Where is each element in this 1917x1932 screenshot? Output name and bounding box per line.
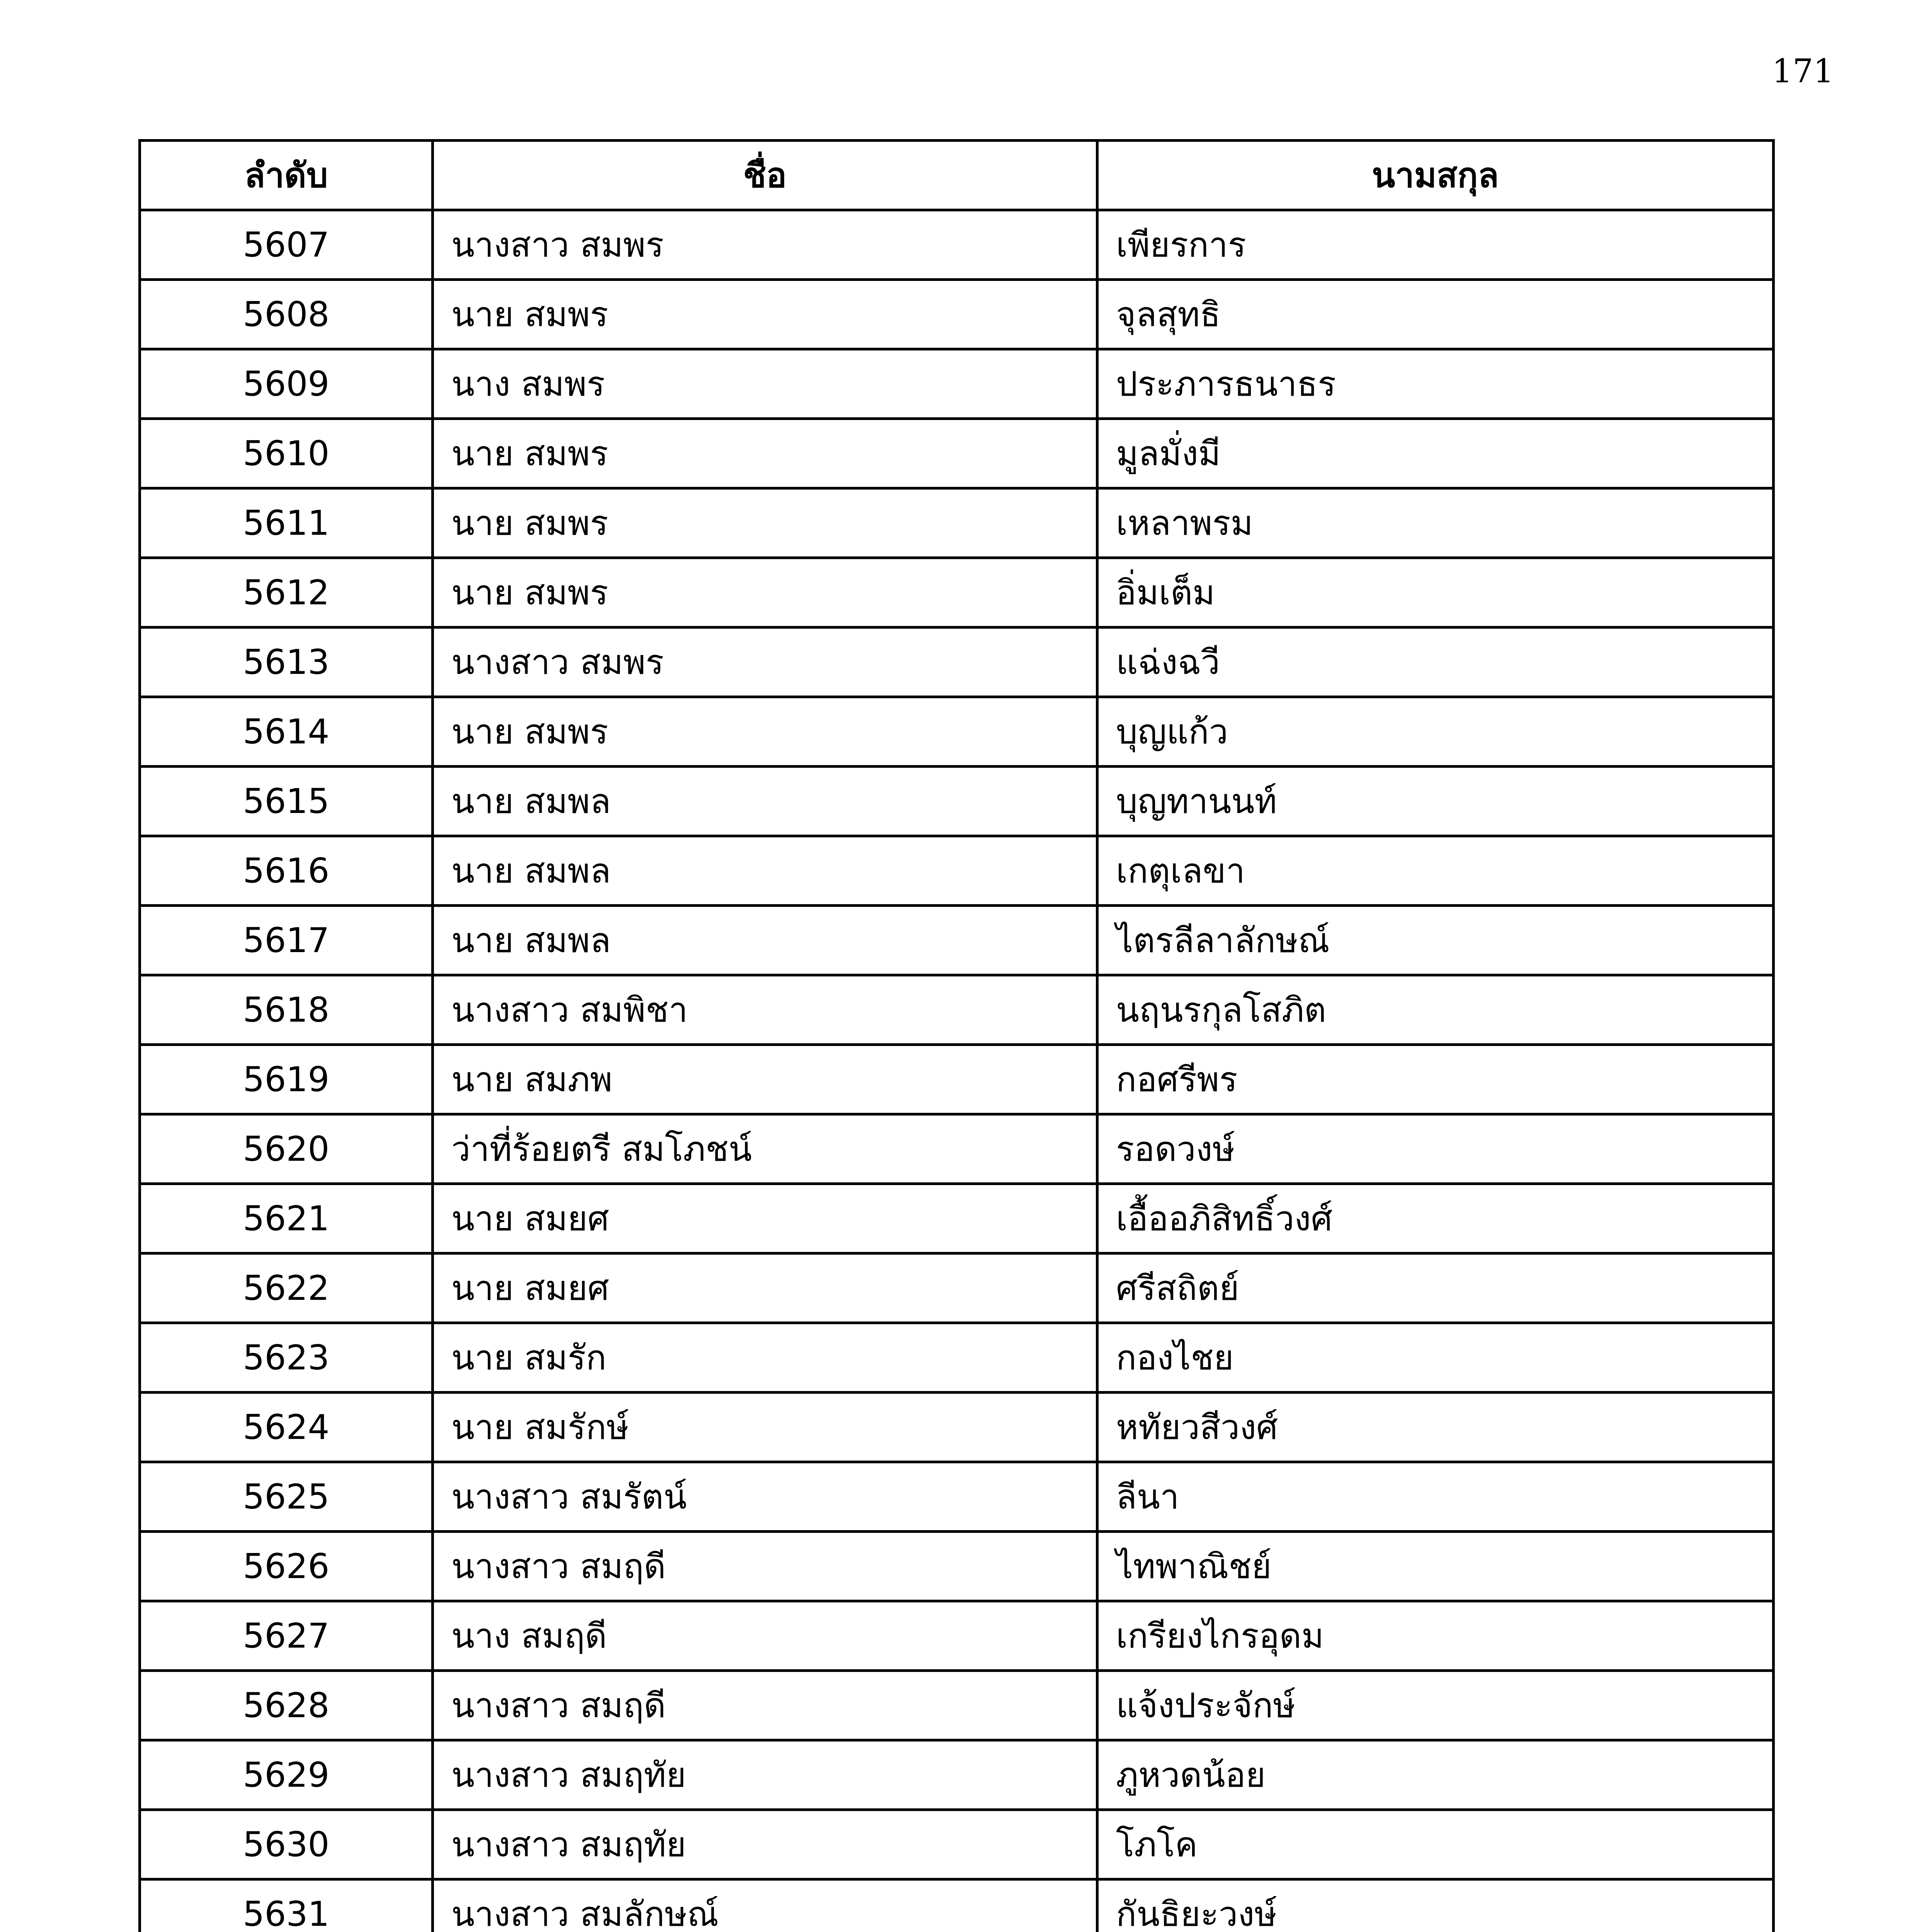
row-number-cell: 5623 (140, 1323, 433, 1393)
table-row (140, 1462, 1774, 1532)
row-number-cell: 5617 (140, 906, 433, 975)
surname-cell: กันธิยะวงษ์ (1097, 1879, 1774, 1932)
name-cell: นาย สมพล (433, 836, 1097, 906)
name-cell: นางสาว สมพิชา (433, 975, 1097, 1045)
header-no: ลำดับ (140, 141, 433, 210)
row-number-cell: 5610 (140, 419, 433, 488)
table-row (140, 628, 1774, 697)
name-cell: นาย สมพร (433, 558, 1097, 628)
name-cell: นาง สมพร (433, 349, 1097, 419)
table-row (140, 1601, 1774, 1671)
surname-cell: กองไชย (1097, 1323, 1774, 1393)
page-number: 171 (1772, 52, 1834, 90)
surname-cell: ภูหวดน้อย (1097, 1740, 1774, 1810)
name-list-table (138, 139, 1775, 1932)
table-row (140, 1045, 1774, 1114)
row-number-cell: 5626 (140, 1532, 433, 1601)
row-number-cell: 5630 (140, 1810, 433, 1879)
row-number-cell: 5612 (140, 558, 433, 628)
table-row (140, 1810, 1774, 1879)
row-number-cell: 5628 (140, 1671, 433, 1740)
row-number-cell: 5613 (140, 628, 433, 697)
table-row (140, 558, 1774, 628)
surname-cell: เกตุเลขา (1097, 836, 1774, 906)
table-row (140, 836, 1774, 906)
table-row (140, 1879, 1774, 1932)
table-row (140, 1532, 1774, 1601)
table-row (140, 1393, 1774, 1462)
surname-cell: เพียรการ (1097, 210, 1774, 280)
table-row (140, 1740, 1774, 1810)
surname-cell: โภโค (1097, 1810, 1774, 1879)
header-name: ชื่อ (433, 141, 1097, 210)
surname-cell: มูลมั่งมี (1097, 419, 1774, 488)
table-row (140, 419, 1774, 488)
name-cell: นางสาว สมลักษณ์ (433, 1879, 1097, 1932)
table-row (140, 906, 1774, 975)
surname-cell: นฤนรกุลโสภิต (1097, 975, 1774, 1045)
name-cell: นาย สมรักษ์ (433, 1393, 1097, 1462)
table-row (140, 975, 1774, 1045)
row-number-cell: 5618 (140, 975, 433, 1045)
row-number-cell: 5609 (140, 349, 433, 419)
surname-cell: แจ้งประจักษ์ (1097, 1671, 1774, 1740)
row-number-cell: 5625 (140, 1462, 433, 1532)
surname-cell: เกรียงไกรอุดม (1097, 1601, 1774, 1671)
row-number-cell: 5611 (140, 488, 433, 558)
table-row (140, 210, 1774, 280)
surname-cell: ไตรลีลาลักษณ์ (1097, 906, 1774, 975)
surname-cell: หทัยวสีวงศ์ (1097, 1393, 1774, 1462)
row-number-cell: 5622 (140, 1253, 433, 1323)
name-cell: นาย สมยศ (433, 1184, 1097, 1253)
table-row (140, 349, 1774, 419)
name-cell: นาย สมพร (433, 419, 1097, 488)
row-number-cell: 5621 (140, 1184, 433, 1253)
name-cell: นาง สมฤดี (433, 1601, 1097, 1671)
surname-cell: ประภารธนาธร (1097, 349, 1774, 419)
table-header-row (140, 141, 1774, 210)
surname-cell: อิ่มเต็ม (1097, 558, 1774, 628)
table-row (140, 1184, 1774, 1253)
surname-cell: จุลสุทธิ (1097, 280, 1774, 349)
table-row (140, 280, 1774, 349)
row-number-cell: 5608 (140, 280, 433, 349)
row-number-cell: 5629 (140, 1740, 433, 1810)
table-body (140, 210, 1774, 1932)
surname-cell: กอศรีพร (1097, 1045, 1774, 1114)
surname-cell: แฉ่งฉวี (1097, 628, 1774, 697)
name-cell: นาย สมยศ (433, 1253, 1097, 1323)
row-number-cell: 5616 (140, 836, 433, 906)
name-cell: ว่าที่ร้อยตรี สมโภชน์ (433, 1114, 1097, 1184)
table-row (140, 1114, 1774, 1184)
name-cell: นางสาว สมฤดี (433, 1532, 1097, 1601)
row-number-cell: 5624 (140, 1393, 433, 1462)
name-cell: นางสาว สมพร (433, 210, 1097, 280)
table-row (140, 1323, 1774, 1393)
name-cell: นางสาว สมฤดี (433, 1671, 1097, 1740)
name-cell: นาย สมพล (433, 767, 1097, 836)
surname-cell: เหลาพรม (1097, 488, 1774, 558)
table-row (140, 488, 1774, 558)
row-number-cell: 5631 (140, 1879, 433, 1932)
surname-cell: ไทพาณิชย์ (1097, 1532, 1774, 1601)
name-cell: นาย สมพร (433, 280, 1097, 349)
name-cell: นาย สมภพ (433, 1045, 1097, 1114)
name-cell: นาย สมพร (433, 488, 1097, 558)
table-row (140, 767, 1774, 836)
surname-cell: บุญแก้ว (1097, 697, 1774, 767)
header-surname: นามสกุล (1097, 141, 1774, 210)
row-number-cell: 5620 (140, 1114, 433, 1184)
surname-cell: ลีนา (1097, 1462, 1774, 1532)
row-number-cell: 5627 (140, 1601, 433, 1671)
table-row (140, 697, 1774, 767)
row-number-cell: 5619 (140, 1045, 433, 1114)
surname-cell: เอื้ออภิสิทธิ์วงศ์ (1097, 1184, 1774, 1253)
surname-cell: รอดวงษ์ (1097, 1114, 1774, 1184)
name-cell: นางสาว สมรัตน์ (433, 1462, 1097, 1532)
row-number-cell: 5615 (140, 767, 433, 836)
name-cell: นางสาว สมฤทัย (433, 1740, 1097, 1810)
name-cell: นางสาว สมพร (433, 628, 1097, 697)
name-cell: นาย สมรัก (433, 1323, 1097, 1393)
table-row (140, 1671, 1774, 1740)
name-cell: นาย สมพล (433, 906, 1097, 975)
name-cell: นางสาว สมฤทัย (433, 1810, 1097, 1879)
surname-cell: ศรีสถิตย์ (1097, 1253, 1774, 1323)
surname-cell: บุญทานนท์ (1097, 767, 1774, 836)
row-number-cell: 5607 (140, 210, 433, 280)
row-number-cell: 5614 (140, 697, 433, 767)
table-row (140, 1253, 1774, 1323)
name-cell: นาย สมพร (433, 697, 1097, 767)
